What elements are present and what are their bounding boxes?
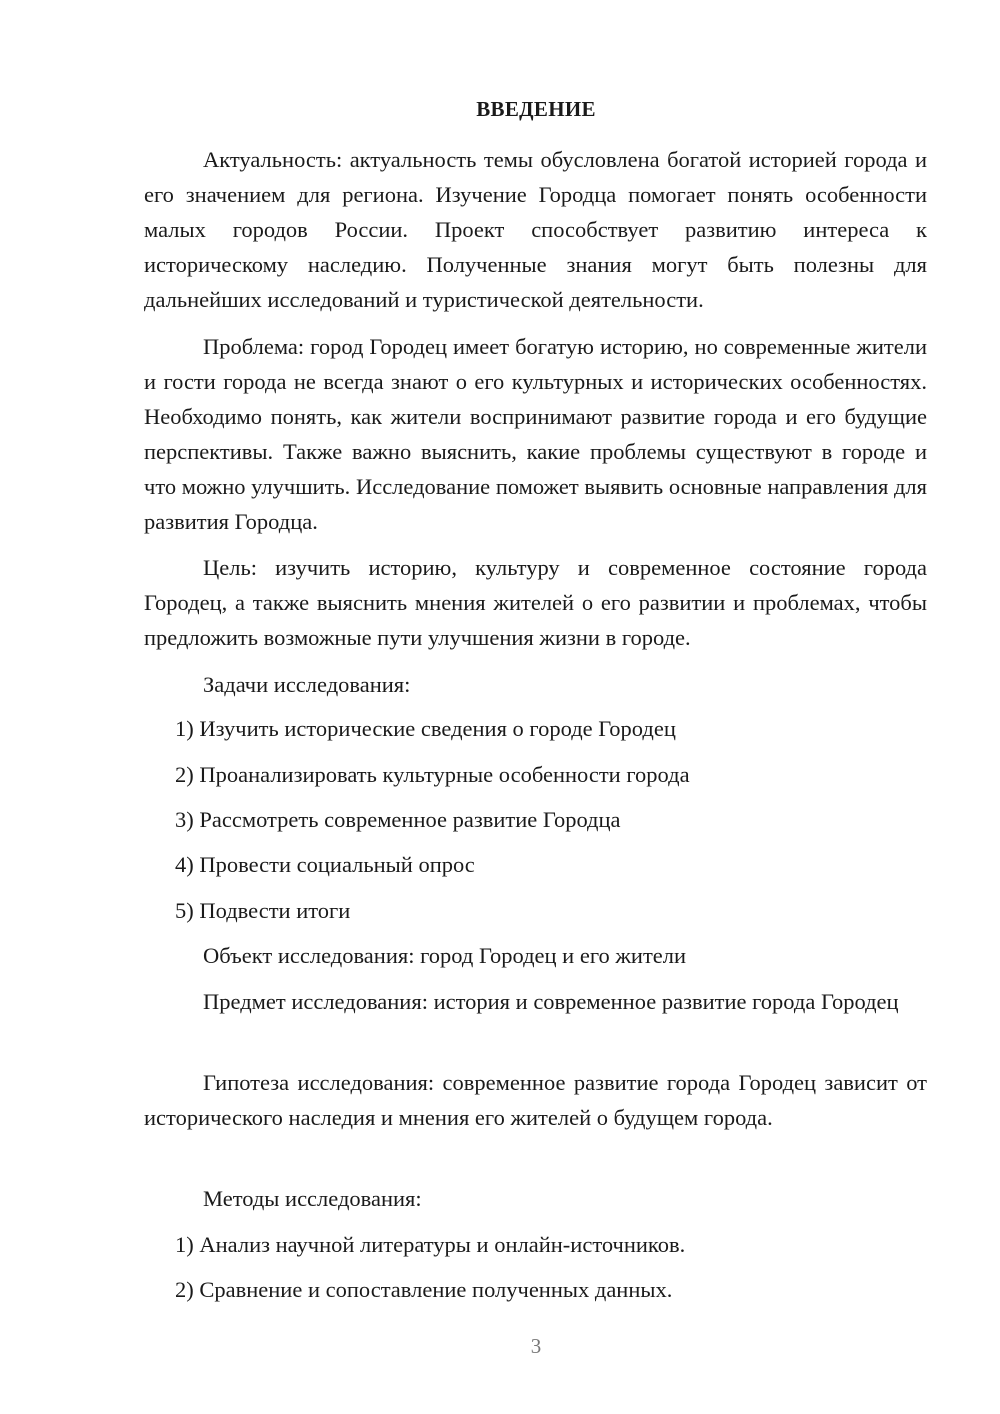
page-number: 3 <box>530 1334 542 1358</box>
method-item: 2) Сравнение и сопоставление полученных данных. <box>175 1277 673 1302</box>
method-item: 1) Анализ научной литературы и онлайн-источников. <box>175 1232 686 1257</box>
hypothesis-paragraph: Гипотеза исследования: современное развитие города Городец зависит от исторического наследия и мнения его жителей о будущем города. <box>144 1070 927 1130</box>
page-title: ВВЕДЕНИЕ <box>476 97 596 121</box>
task-item: 5) Подвести итоги <box>175 898 351 923</box>
object-line: Объект исследования: город Городец и его жители <box>203 943 687 968</box>
relevance-paragraph: Актуальность: актуальность темы обусловлена богатой историей города и его значением для региона. Изучение Городца помогает понять особенности малых городов России. Проект способствует развитию интереса к историческому наследию. Полученные знания могут быть полезны для дальнейших исследований и туристической деятельности. <box>144 147 927 312</box>
task-item: 3) Рассмотреть современное развитие Городца <box>175 807 621 832</box>
methods-heading: Методы исследования: <box>203 1186 422 1211</box>
goal-paragraph: Цель: изучить историю, культуру и современное состояние города Городец, а также выяснить мнения жителей о его развитии и проблемах, чтобы предложить возможные пути улучшения жизни в городе. <box>144 555 927 650</box>
task-item: 4) Провести социальный опрос <box>175 852 475 877</box>
subject-paragraph: Предмет исследования: история и современное развитие города Городец <box>203 989 899 1014</box>
task-item: 1) Изучить исторические сведения о городе Городец <box>175 716 676 741</box>
problem-paragraph: Проблема: город Городец имеет богатую историю, но современные жители и гости города не всегда знают о его культурных и исторических особенностях. Необходимо понять, как жители воспринимают развитие города и его будущие перспективы. Также важно выяснить, какие проблемы существуют в городе и что можно улучшить. Исследование поможет выявить основные направления для развития Городца. <box>144 334 927 534</box>
tasks-heading: Задачи исследования: <box>203 672 411 697</box>
task-item: 2) Проанализировать культурные особенности города <box>175 762 690 787</box>
